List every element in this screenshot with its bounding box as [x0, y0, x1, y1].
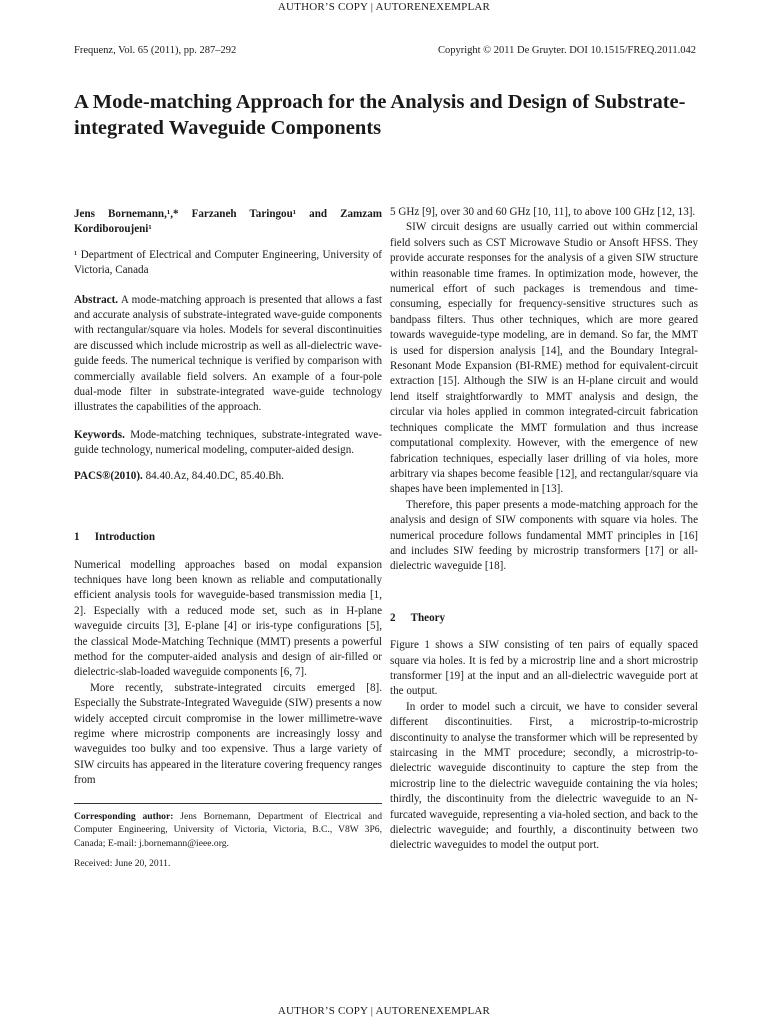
- footnote-label: Corresponding author:: [74, 810, 174, 822]
- intro-paragraph: More recently, substrate-integrated circuits emerged [8]. Especially the Substrate-Integrated Waveguide (SIW) presents a now widely accepted circuit compromise in the lower millimetre-wave regime where microstrip components are increasingly lossy and waveguides too bulky and too expensive. Thus a large variety of SIW circuits has appeared in the literature covering frequency ranges from: [74, 681, 382, 787]
- intro-paragraph: Numerical modelling approaches based on modal expansion techniques have long been known as reliable and computationally efficient analysis tools for waveguide-based transmission media [1, 2]. Especially with a reduced mode set, such as in H-plane waveguide circuits [3], E-plane [4] or iris-type configurations [5], the classical Mode-Matching Technique (MMT) presents a powerful method for the computer-aided analysis and design of air-filled or dielectric-slab-loaded waveguide components [6, 7].: [74, 558, 382, 679]
- section-number: 1: [74, 531, 80, 544]
- theory-paragraph: Figure 1 shows a SIW consisting of ten pairs of equally spaced square via holes. It is fed by a microstrip line and a short microstrip transformer [19] at the input and an all-dielectric waveguide port at the output.: [390, 639, 698, 698]
- author-copy-banner-top: AUTHOR’S COPY | AUTORENEXEMPLAR: [277, 1, 491, 13]
- section-title: Theory: [410, 611, 446, 624]
- footnote-divider: [74, 803, 382, 804]
- author-copy-banner-bottom: AUTHOR’S COPY | AUTORENEXEMPLAR: [277, 1005, 491, 1017]
- corresponding-author-footnote: [74, 810, 382, 851]
- abstract-label: Abstract.: [74, 293, 119, 306]
- section-heading-theory: [390, 611, 698, 626]
- received-date: Received: June 20, 2011.: [74, 858, 171, 870]
- body-paragraph: 5 GHz [9], over 30 and 60 GHz [10, 11], to above 100 GHz [12, 13].: [390, 206, 696, 218]
- journal-info: Frequenz, Vol. 65 (2011), pp. 287–292: [74, 45, 237, 56]
- keywords-text: Mode-matching techniques, substrate-integrated wave-guide technology, numerical modeling, computer-aided design.: [74, 428, 382, 457]
- footnote-text: Jens Bornemann, Department of Electrical and Computer Engineering, University of Victoria, Victoria, B.C., V8W 3P6, Canada; E-mail: j.bornemann@ieee.org.: [74, 810, 382, 849]
- right-column: [390, 205, 698, 854]
- keywords-label: Keywords.: [74, 428, 125, 441]
- left-column: [74, 205, 382, 872]
- affiliation: ¹ Department of Electrical and Computer Engineering, University of Victoria, Canada: [74, 248, 382, 277]
- author-list: Jens Bornemann,¹,* Farzaneh Taringou¹ and Zamzam Kordiboroujeni¹: [74, 208, 382, 236]
- theory-paragraph: In order to model such a circuit, we have to consider several different discontinuities. First, a microstrip-to-microstrip discontinuity to analyse the transformer which will be represented by staircasing in the MMT procedure; secondly, a microstrip-to-dielectric waveguide discontinuity to capture the step from the microstrip line to the dielectric waveguide containing the via holes; thirdly, the discontinuity from the dielectric waveguide to an N-furcated waveguide, representing a via-holed section, and back to the dielectric waveguide; and fourthly, a discontinuity between two dielectric waveguides to model the output port.: [390, 700, 698, 852]
- abstract-text: A mode-matching approach is presented that allows a fast and accurate analysis of substrate-integrated wave-guide components with rectangular/square via holes. Models for several discontinuities are discussed which include microstrip as well as all-dielectric wave-guide feeds. The numerical technique is verified by comparison with commercially available field solvers. An example of a four-pole dual-mode filter in substrate-integrated wave-guide technology illustrates the capabilities of the approach.: [74, 293, 383, 414]
- pacs-text: 84.40.Az, 84.40.DC, 85.40.Bh.: [145, 469, 284, 482]
- section-title: Introduction: [94, 531, 155, 544]
- paper-title: A Mode-matching Approach for the Analysis and Design of Substrate-integrated Waveguide Components: [74, 91, 686, 139]
- section-heading-introduction: [74, 530, 382, 545]
- pacs-codes: [74, 469, 382, 484]
- copyright-line: Copyright © 2011 De Gruyter. DOI 10.1515/FREQ.2011.042: [437, 45, 696, 56]
- body-paragraph: SIW circuit designs are usually carried out within commercial field solvers such as CST Microwave Studio or Ansoft HFSS. They provide accurate responses for the analysis of a given SIW structure within reasonable time frames. In optimization mode, however, the numerical effort of such packages is tremendous and time-consuming, especially for frequency-sensitive structures such as bandpass filters. Thus other techniques, which are more geared towards waveguide-type modeling, are in demand. So far, the MMT is used for dispersion analysis [14], and the Boundary Integral-Resonant Mode Expansion (BI-RME) method for equivalent-circuit extraction [15]. Although the SIW is an H-plane circuit and would lend itself straightforwardly to MMT analysis and design, the circular via holes applied in common integrated-circuit fabrication techniques complicate the MMT formulation and thus increase computational complexity. However, with the emergence of new fabrication techniques, especially laser drilling of via holes, more arbitrary via shapes become feasible [12], and rectangular/square via shapes have been implemented in [13].: [390, 221, 698, 496]
- section-number: 2: [390, 611, 396, 624]
- pacs-label: PACS®(2010).: [74, 469, 143, 482]
- abstract: [74, 293, 382, 416]
- body-paragraph: Therefore, this paper presents a mode-matching approach for the analysis and design of SIW components with square via holes. The numerical procedure follows fundamental MMT principles in [16] and includes SIW feeding by microstrip transformers [17] or all-dielectric waveguide [18].: [390, 498, 698, 573]
- keywords: [74, 428, 382, 459]
